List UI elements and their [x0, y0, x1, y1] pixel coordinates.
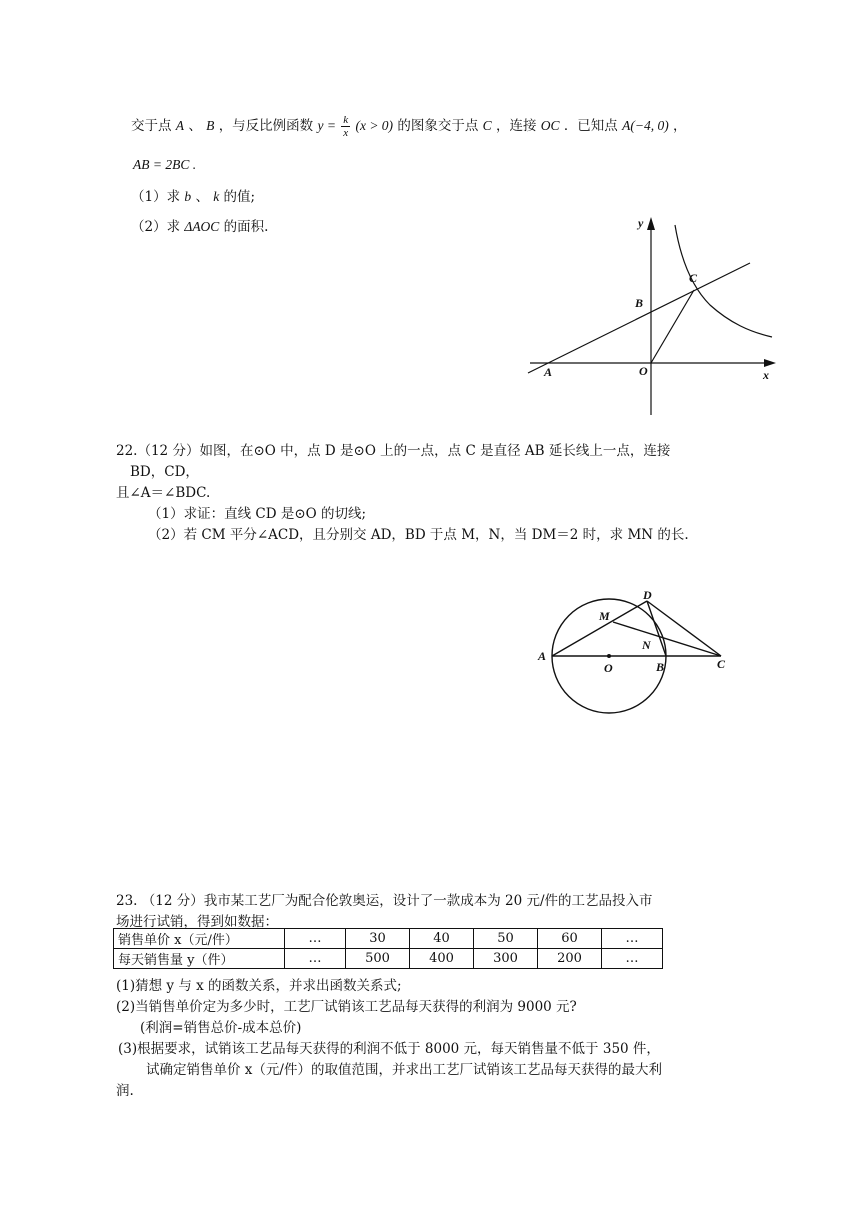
q22-line2: BD，CD，: [130, 464, 199, 480]
point-b: B: [656, 660, 665, 674]
line-abc: [528, 263, 750, 373]
table-cell: 400: [410, 949, 474, 969]
q21-figure-coordinate-graph: [520, 205, 790, 420]
fraction-denominator: x: [343, 127, 349, 139]
center-dot-icon: [607, 654, 611, 658]
table-row: [114, 929, 663, 949]
text-segment: ，与反比例函数: [218, 118, 314, 134]
q22-line3: 且∠A＝∠BDC.: [116, 485, 211, 501]
segment-dc: [647, 601, 721, 656]
table-cell: 50: [474, 929, 538, 949]
q21-line1: [131, 114, 687, 139]
table-cell: 300: [474, 949, 538, 969]
variable-b: b: [184, 189, 192, 204]
function-y-eq: y =: [317, 118, 336, 133]
fraction-numerator: k: [343, 114, 349, 126]
table-cell: …: [285, 929, 346, 949]
table-cell: 500: [346, 949, 410, 969]
text-segment: （1）求: [131, 189, 181, 205]
triangle-aoc-label: ΔAOC: [184, 219, 220, 234]
table-cell: 200: [538, 949, 602, 969]
q23-part2: (2)当销售单价定为多少时，工艺厂试销该工艺品每天获得的利润为 9000 元?: [116, 999, 577, 1015]
text-segment: ．已知点: [563, 118, 618, 134]
text-segment: ，连接: [495, 118, 537, 134]
variable-k: k: [213, 189, 220, 204]
point-c: C: [689, 271, 698, 285]
q21-line2: AB = 2BC .: [133, 157, 197, 172]
text-segment: 交于点: [131, 118, 172, 134]
point-a-label: A: [175, 118, 185, 133]
table-row: [114, 949, 663, 969]
q23-note: (利润=销售总价-成本总价): [140, 1020, 302, 1036]
table-row-label: 销售单价 x（元/件）: [114, 929, 285, 949]
q23-line1: 23. （12 分）我市某工艺厂为配合伦敦奥运，设计了一款成本为 20 元/件的工艺品投入市: [116, 893, 653, 909]
text-segment: 的面积.: [223, 219, 269, 235]
table-cell: 40: [410, 929, 474, 949]
point-n: N: [642, 638, 651, 652]
fraction-k-over-x: [341, 114, 350, 139]
table-cell: 60: [538, 929, 602, 949]
text-segment: 、: [195, 189, 209, 205]
q23-part3-line1: (3)根据要求，试销该工艺品每天获得的利润不低于 8000 元，每天销售量不低于 350 件，: [118, 1041, 660, 1057]
point-a-coordinates: A(−4, 0): [622, 118, 669, 133]
domain-condition: (x > 0): [355, 118, 394, 133]
point-b: B: [635, 296, 644, 310]
table-cell: …: [602, 949, 663, 969]
point-c: C: [717, 657, 726, 671]
table-row-label: 每天销售量 y（件）: [114, 949, 285, 969]
text-segment: 的值;: [223, 189, 256, 205]
point-d: D: [643, 588, 652, 602]
point-a: A: [538, 649, 547, 663]
y-axis-arrow-icon: [647, 217, 655, 230]
point-b-label: B: [206, 118, 215, 133]
text-segment: 、: [188, 118, 202, 134]
q23-line2: 场进行试销，得到如数据：: [116, 914, 278, 930]
q21-part2: [131, 215, 268, 235]
q22-figure-circle: [535, 585, 735, 745]
point-o: O: [604, 661, 613, 675]
q23-part3-line3: 润.: [116, 1083, 134, 1099]
x-axis-label: x: [763, 368, 769, 382]
point-a: A: [544, 365, 553, 379]
q22-part1: （1）求证：直线 CD 是⊙O 的切线;: [148, 506, 367, 522]
q23-part3-line2: 试确定销售单价 x（元/件）的取值范围，并求出工艺厂试销该工艺品每天获得的最大利: [146, 1062, 662, 1078]
q22-line1: 22.（12 分）如图，在⊙O 中，点 D 是⊙O 上的一点，点 C 是直径 AB 延长线上一点，连接: [116, 443, 671, 459]
table-cell: …: [602, 929, 663, 949]
point-c-label: C: [482, 118, 492, 133]
segment-oc-label: OC: [540, 118, 560, 133]
table-cell: …: [285, 949, 346, 969]
segment-mc: [613, 622, 721, 656]
q21-part1: [131, 185, 255, 205]
q23-part1: (1)猜想 y 与 x 的函数关系，并求出函数关系式;: [116, 978, 402, 994]
point-o: O: [639, 364, 648, 378]
text-segment: 的图象交于点: [397, 118, 479, 134]
y-axis-label: y: [638, 216, 644, 230]
x-axis-arrow-icon: [764, 359, 776, 367]
text-segment: ，: [673, 118, 687, 134]
text-segment: （2）求: [131, 219, 181, 235]
point-m: M: [599, 609, 610, 623]
sales-data-table: [113, 928, 663, 969]
q22-part2: （2）若 CM 平分∠ACD，且分别交 AD，BD 于点 M，N，当 DM＝2 时，求 MN 的长.: [148, 527, 689, 543]
table-cell: 30: [346, 929, 410, 949]
